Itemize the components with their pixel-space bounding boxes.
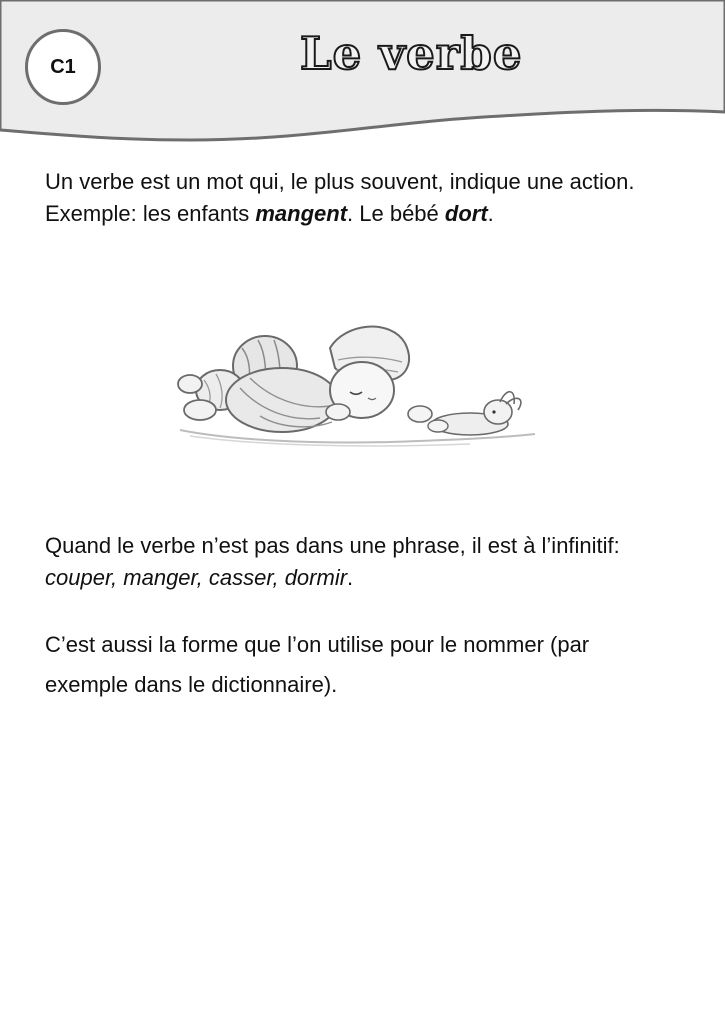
usage-paragraph: [45, 625, 675, 705]
infinitive-end: .: [347, 565, 354, 590]
definition-text: Un verbe est un mot qui, le plus souvent, indique une action.: [45, 169, 635, 194]
definition-paragraph: [45, 166, 675, 230]
infinitive-text: Quand le verbe n’est pas dans une phrase, il est à l’infinitif:: [45, 533, 620, 558]
page-title: Le verbe: [300, 27, 523, 80]
example-end: .: [487, 201, 494, 226]
example-prefix: Exemple: les enfants: [45, 201, 256, 226]
example-verb-dort: dort: [444, 201, 488, 226]
usage-text: C’est aussi la forme que l’on utilise pour le nommer (par exemple dans le dictionnaire).: [45, 632, 590, 697]
sleeping-baby-icon: [170, 318, 540, 456]
infinitive-paragraph: [45, 530, 675, 594]
example-middle: . Le bébé: [347, 201, 445, 226]
infinitive-examples: couper, manger, casser, dormir: [45, 565, 348, 590]
card-number-badge: C1: [25, 29, 101, 105]
example-verb-mangent: mangent: [255, 201, 348, 226]
header: [0, 0, 725, 145]
sleeping-baby-illustration: [170, 318, 540, 456]
